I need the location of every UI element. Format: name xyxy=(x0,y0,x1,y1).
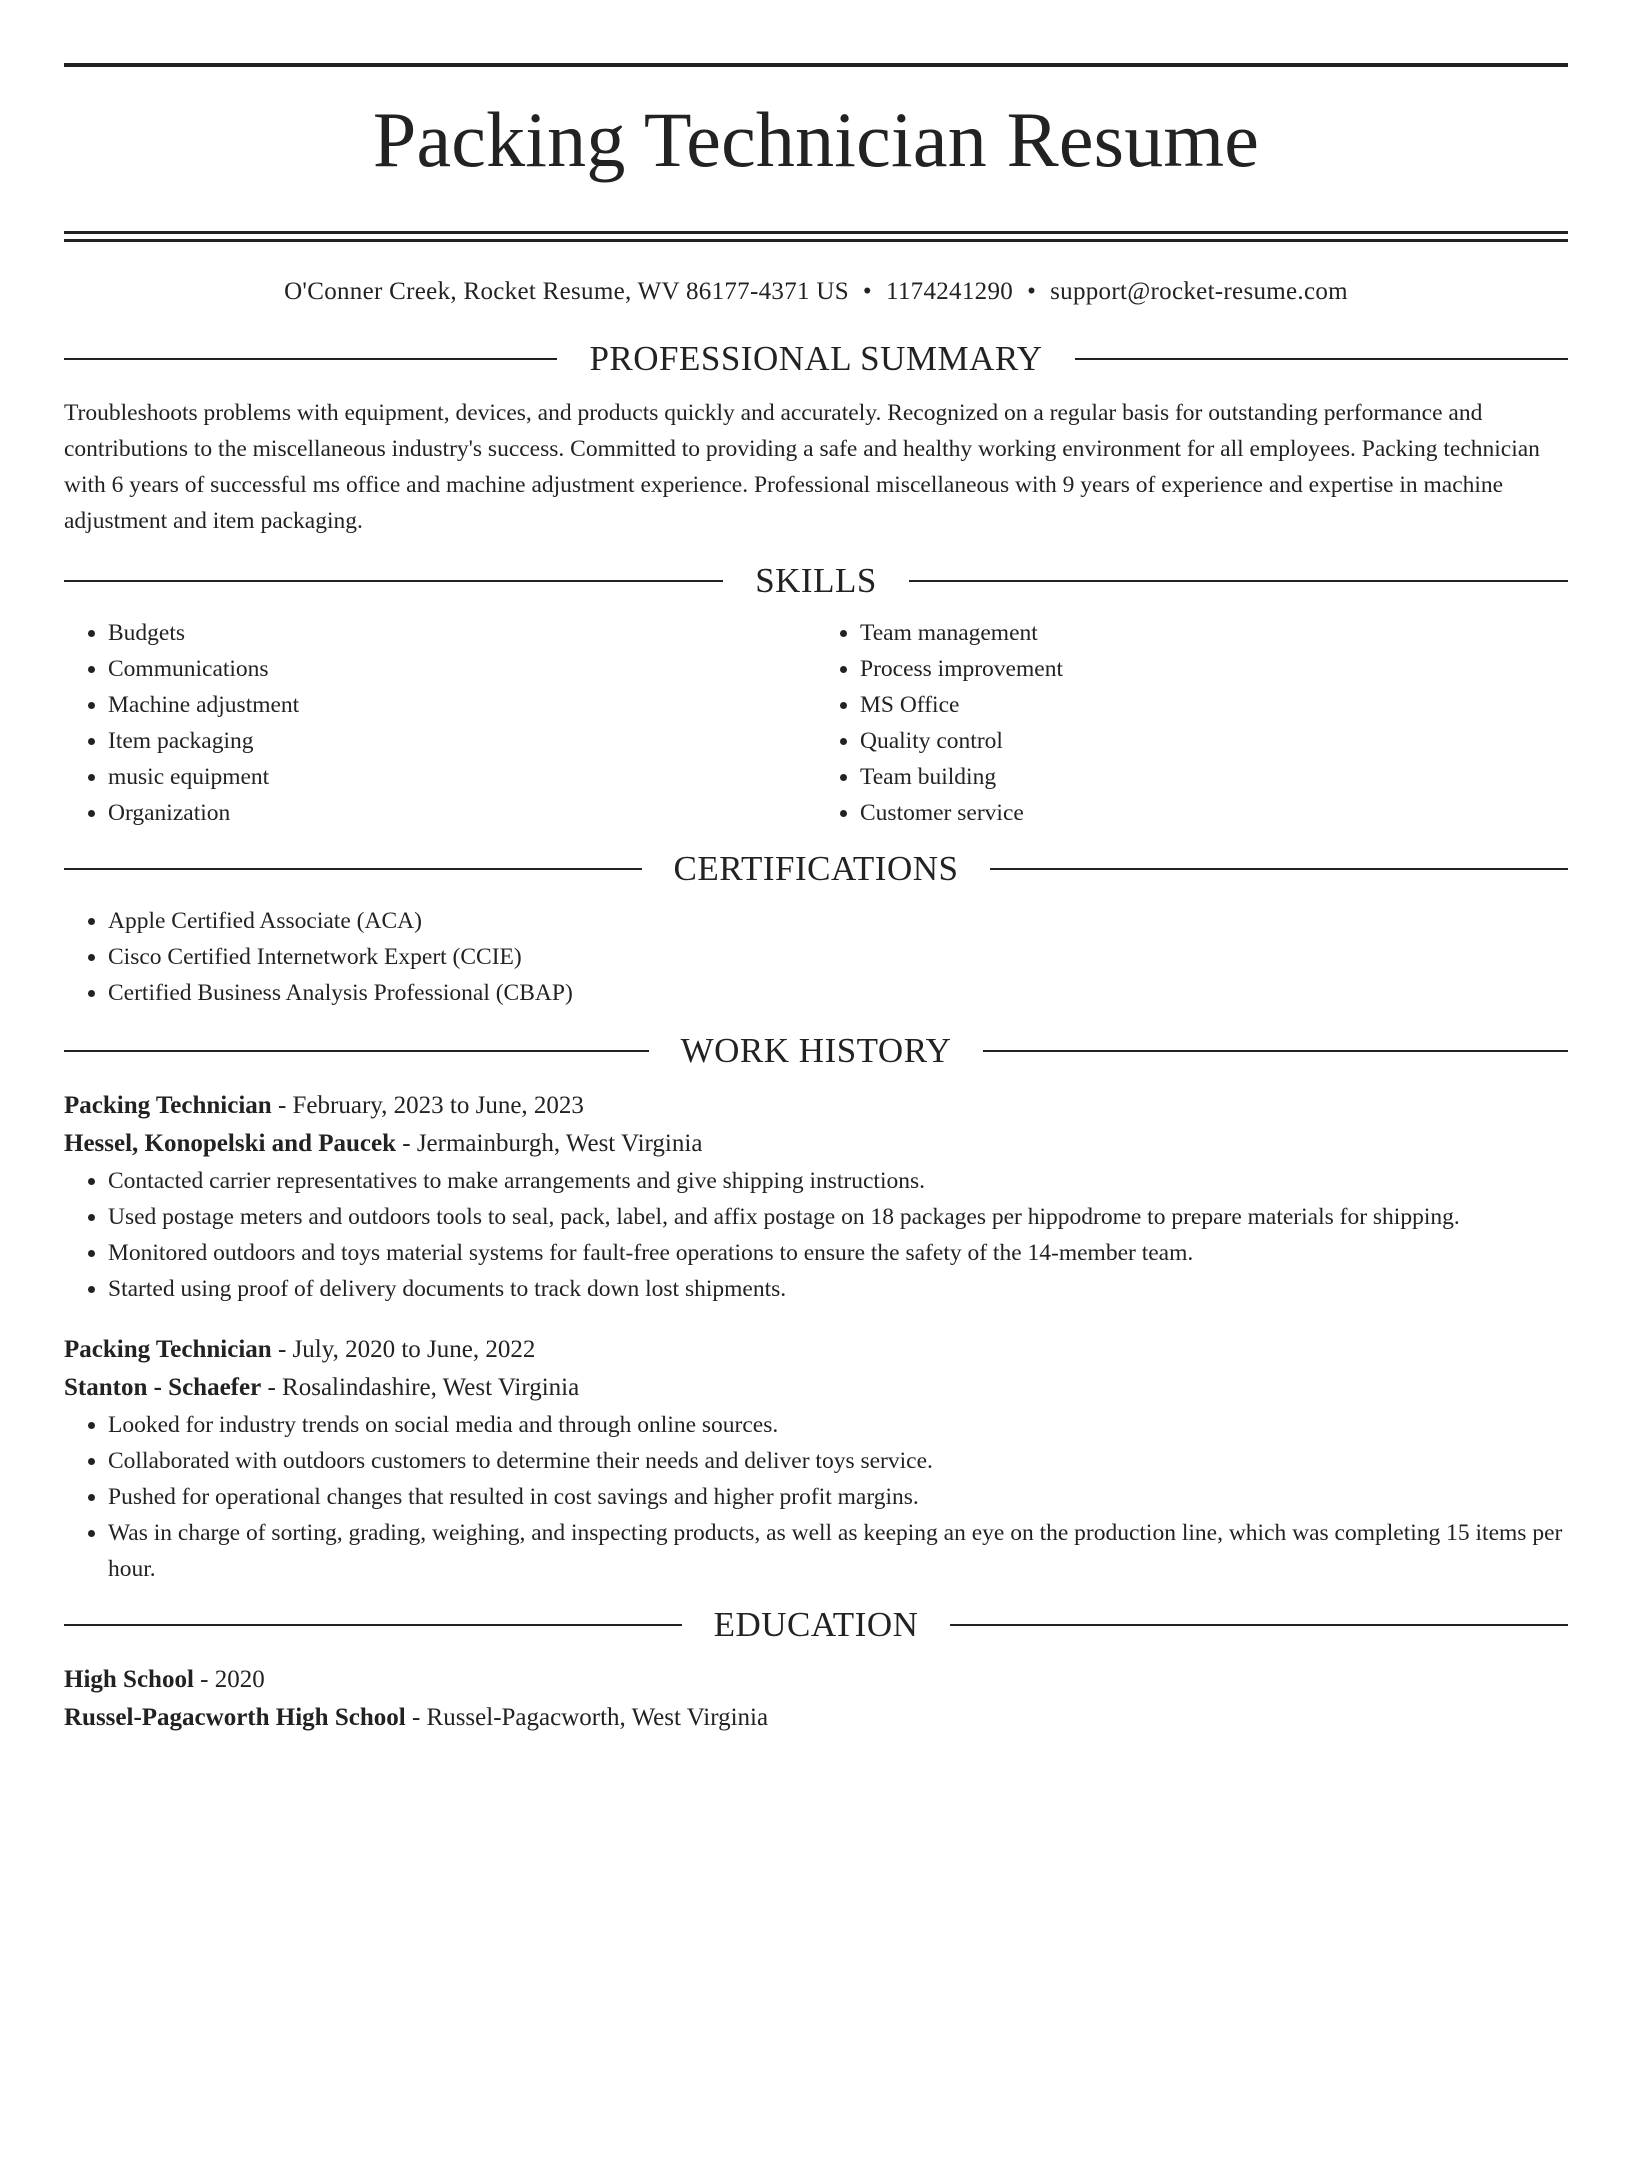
job-duty: • Used postage meters and outdoors tools to seal, pack, label, and affix postage on 18 packages per hippodrome to prepare materials for shipping. xyxy=(108,1199,1568,1235)
heading-rule-right xyxy=(950,1624,1568,1626)
skill-item: • Organization xyxy=(108,795,816,831)
job-company-line xyxy=(64,1125,1568,1163)
skill-item: • Team management xyxy=(860,615,1568,651)
job-header xyxy=(64,1087,1568,1163)
heading-rule-right xyxy=(909,580,1568,582)
skills-column-left xyxy=(64,615,816,831)
job-duty: • Was in charge of sorting, grading, weighing, and inspecting products, as well as keeping an eye on the production line, which was completing 15 items per hour. xyxy=(108,1515,1568,1587)
education-school-line xyxy=(64,1699,1568,1737)
certification-item: • Apple Certified Associate (ACA) xyxy=(108,903,1568,939)
contact-email: support@rocket-resume.com xyxy=(1050,278,1348,306)
contact-phone: 1174241290 xyxy=(885,278,1014,306)
skills-grid xyxy=(64,615,1568,831)
skill-item: • MS Office xyxy=(860,687,1568,723)
education-heading-label: EDUCATION xyxy=(713,1605,919,1645)
job-duty: • Looked for industry trends on social media and through online sources. xyxy=(108,1407,1568,1443)
skill-item: • Process improvement xyxy=(860,651,1568,687)
job-duty: • Started using proof of delivery documents to track down lost shipments. xyxy=(108,1271,1568,1307)
job-title: Packing Technician xyxy=(64,1092,272,1120)
resume-page xyxy=(0,63,1632,2175)
skill-item: • Budgets xyxy=(108,615,816,651)
skill-item: • Team building xyxy=(860,759,1568,795)
contact-address: O'Conner Creek, Rocket Resume, WV 86177-4371 US xyxy=(284,278,849,306)
skills-list-right xyxy=(816,615,1568,831)
contact-separator: • xyxy=(1027,278,1037,306)
job-duties-list xyxy=(64,1163,1568,1307)
education-year: - 2020 xyxy=(193,1666,265,1694)
job-title-line xyxy=(64,1087,1568,1125)
education-heading xyxy=(64,1605,1568,1645)
skill-item: • Quality control xyxy=(860,723,1568,759)
skills-heading xyxy=(64,561,1568,601)
contact-separator: • xyxy=(862,278,872,306)
job-title: Packing Technician xyxy=(64,1336,272,1364)
education-location: - Russel-Pagacworth, West Virginia xyxy=(405,1704,769,1732)
job-dates: - July, 2020 to June, 2022 xyxy=(271,1336,536,1364)
skills-heading-label: SKILLS xyxy=(755,561,877,601)
heading-rule-right xyxy=(990,868,1568,870)
heading-rule-left xyxy=(64,868,642,870)
skills-list-left xyxy=(64,615,816,831)
education-school: Russel-Pagacworth High School xyxy=(64,1704,406,1732)
job-company: Stanton - Schaefer xyxy=(64,1374,262,1402)
heading-rule-left xyxy=(64,580,723,582)
job-title-line xyxy=(64,1331,1568,1369)
summary-text: Troubleshoots problems with equipment, devices, and products quickly and accurately. Recognized on a regular basis for outstanding performance and contributions to the miscellaneous industry's success. Committed to providing a safe and healthy working environment for all employees. Packing technician with 6 years of successful ms office and machine adjustment experience. Professional miscellaneous with 9 years of experience and expertise in machine adjustment and item packaging. xyxy=(64,400,1540,535)
skills-column-right xyxy=(816,615,1568,831)
job-entry xyxy=(64,1331,1568,1587)
heading-rule-left xyxy=(64,1624,682,1626)
certifications-list xyxy=(64,903,1568,1011)
job-location: - Jermainburgh, West Virginia xyxy=(396,1130,703,1158)
education-degree-line xyxy=(64,1661,1568,1699)
job-location: - Rosalindashire, West Virginia xyxy=(261,1374,580,1402)
job-dates: - February, 2023 to June, 2023 xyxy=(271,1092,584,1120)
certification-item: • Cisco Certified Internetwork Expert (CCIE) xyxy=(108,939,1568,975)
heading-rule-right xyxy=(983,1050,1568,1052)
job-duties-list xyxy=(64,1407,1568,1587)
heading-rule-left xyxy=(64,358,557,360)
job-company: Hessel, Konopelski and Paucek xyxy=(64,1130,396,1158)
skill-item: • Machine adjustment xyxy=(108,687,816,723)
page-title: Packing Technician Resume xyxy=(372,96,1260,183)
work-history-heading-label: WORK HISTORY xyxy=(680,1031,952,1071)
summary-heading xyxy=(64,339,1568,379)
job-header xyxy=(64,1331,1568,1407)
title-double-rule xyxy=(64,231,1568,242)
job-entry xyxy=(64,1087,1568,1307)
job-duty: • Pushed for operational changes that resulted in cost savings and higher profit margins. xyxy=(108,1479,1568,1515)
contact-line xyxy=(64,277,1568,307)
education-entry xyxy=(64,1661,1568,1737)
skill-item: • music equipment xyxy=(108,759,816,795)
heading-rule-right xyxy=(1075,358,1568,360)
job-duty: • Collaborated with outdoors customers to determine their needs and deliver toys service. xyxy=(108,1443,1568,1479)
summary-heading-label: PROFESSIONAL SUMMARY xyxy=(589,339,1043,379)
skill-item: • Item packaging xyxy=(108,723,816,759)
top-rule xyxy=(64,63,1568,67)
job-company-line xyxy=(64,1369,1568,1407)
heading-rule-left xyxy=(64,1050,649,1052)
job-duty: • Contacted carrier representatives to make arrangements and give shipping instructions. xyxy=(108,1163,1568,1199)
certifications-heading-label: CERTIFICATIONS xyxy=(673,849,959,889)
work-history-heading xyxy=(64,1031,1568,1071)
skill-item: • Customer service xyxy=(860,795,1568,831)
job-duty: • Monitored outdoors and toys material systems for fault-free operations to ensure the safety of the 14-member team. xyxy=(108,1235,1568,1271)
certification-item: • Certified Business Analysis Professional (CBAP) xyxy=(108,975,1568,1011)
skill-item: • Communications xyxy=(108,651,816,687)
education-degree: High School xyxy=(64,1666,194,1694)
certifications-heading xyxy=(64,849,1568,889)
